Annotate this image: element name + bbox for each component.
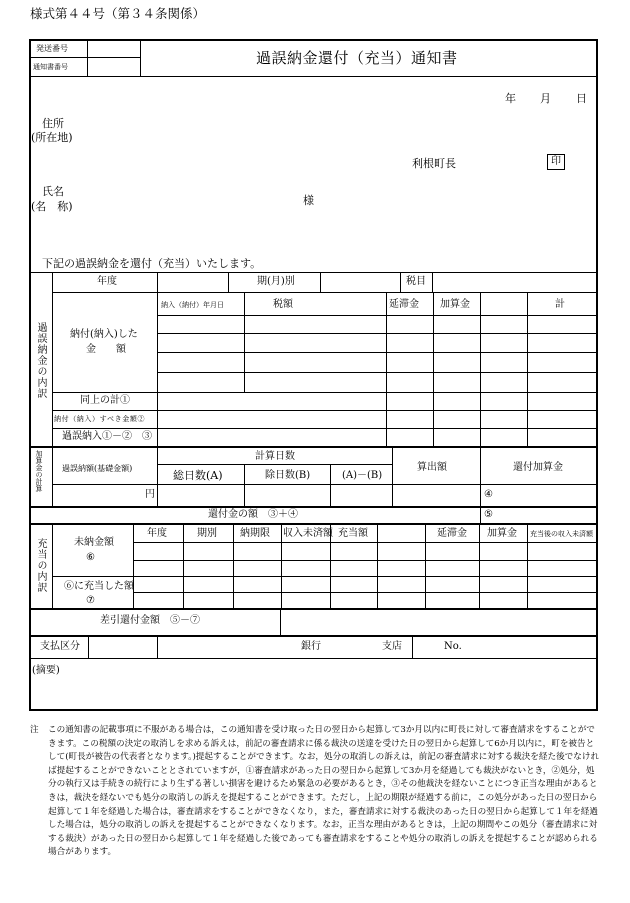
breakdown-side-label: 過誤納金の内訳 bbox=[35, 322, 46, 399]
divider bbox=[140, 40, 141, 76]
divider bbox=[157, 272, 158, 292]
account-no-label: No. bbox=[444, 641, 462, 652]
notice-number-label: 通知書番号 bbox=[33, 63, 68, 71]
bank-label: 銀行 bbox=[301, 641, 321, 652]
divider bbox=[183, 524, 184, 608]
send-number-label: 発送番号 bbox=[36, 44, 68, 53]
period-label: 期(月)別 bbox=[257, 276, 295, 287]
divider bbox=[30, 608, 597, 610]
base-amount-label: 過誤納額(基礎金額) bbox=[62, 464, 133, 473]
delinquency-label: 延滞金 bbox=[389, 299, 419, 310]
divider bbox=[52, 576, 597, 577]
divider bbox=[281, 524, 282, 608]
mayor-name: 利根町長 bbox=[412, 157, 456, 170]
divider bbox=[157, 636, 158, 658]
col-surcharge: 加算金 bbox=[487, 528, 517, 539]
form-number: 様式第４４号（第３４条関係） bbox=[30, 6, 206, 21]
payment-category-label: 支払区分 bbox=[40, 641, 80, 652]
intro-text: 下記の過誤納金を還付（充当）いたします。 bbox=[42, 257, 262, 270]
divider bbox=[133, 542, 597, 543]
year-label: 年度 bbox=[97, 276, 117, 287]
honorific: 様 bbox=[303, 194, 314, 207]
divider bbox=[320, 272, 321, 292]
mark-4: ④ bbox=[484, 489, 493, 500]
divider bbox=[157, 372, 597, 373]
total-days-label: 総日数(A) bbox=[173, 469, 223, 482]
divider bbox=[30, 506, 597, 508]
divider bbox=[30, 446, 597, 448]
payable-label: 納付（納入）すべき金額② bbox=[54, 415, 146, 423]
divider bbox=[392, 447, 393, 506]
col-unpaid-income: 収入未済額 bbox=[283, 528, 333, 539]
diff-days-label: (A)－(B) bbox=[342, 470, 383, 481]
surcharge-label: 加算金 bbox=[440, 299, 470, 310]
divider bbox=[30, 76, 597, 77]
excluded-days-label: 除日数(B) bbox=[265, 470, 311, 481]
divider bbox=[377, 524, 378, 608]
total-label: 計 bbox=[555, 299, 565, 310]
payment-date-label: 納入（納付）年月日 bbox=[161, 301, 224, 309]
divider bbox=[52, 447, 53, 506]
calc-days-label: 計算日数 bbox=[255, 451, 295, 462]
remarks-label: (摘要) bbox=[32, 665, 60, 676]
divider bbox=[157, 352, 597, 353]
mark-5: ⑤ bbox=[484, 509, 493, 520]
divider bbox=[432, 272, 433, 292]
net-refund-label: 差引還付金額 ⑤－⑦ bbox=[100, 615, 200, 626]
divider bbox=[412, 636, 413, 658]
tax-amount-label: 税額 bbox=[273, 299, 293, 310]
date-day: 日 bbox=[576, 92, 587, 105]
divider bbox=[244, 292, 245, 392]
refund-amount-label: 還付金の額 ③＋④ bbox=[208, 509, 298, 520]
col-deadline: 納期限 bbox=[240, 528, 270, 539]
branch-label: 支店 bbox=[382, 641, 402, 652]
notice-form bbox=[29, 39, 598, 711]
divider bbox=[479, 524, 480, 608]
computed-amount-label: 算出額 bbox=[417, 462, 447, 473]
footnote bbox=[30, 724, 600, 860]
date-month: 月 bbox=[540, 92, 551, 105]
divider bbox=[88, 636, 89, 658]
mark-6: ⑥ bbox=[86, 552, 95, 563]
divider bbox=[527, 524, 528, 608]
divider bbox=[52, 428, 597, 429]
divider bbox=[87, 40, 88, 76]
col-year: 年度 bbox=[147, 528, 167, 539]
seal-mark: 印 bbox=[547, 154, 565, 170]
col-period: 期別 bbox=[197, 528, 217, 539]
date-year: 年 bbox=[505, 92, 516, 105]
divider bbox=[52, 524, 53, 608]
divider bbox=[52, 392, 597, 393]
divider bbox=[30, 57, 140, 58]
appropriated-label: ⑥に充当した額 bbox=[64, 581, 134, 592]
divider bbox=[280, 609, 281, 635]
mark-7: ⑦ bbox=[86, 595, 95, 606]
address-label: 住所 bbox=[42, 117, 64, 130]
divider bbox=[228, 272, 229, 292]
divider bbox=[157, 315, 597, 316]
refund-addition-label: 還付加算金 bbox=[513, 462, 563, 473]
divider bbox=[157, 464, 392, 465]
col-after-appropriation: 充当後の収入未済額 bbox=[530, 530, 593, 538]
addition-side-label: 加算金の計算 bbox=[35, 450, 43, 492]
col-delinquency: 延滞金 bbox=[437, 528, 467, 539]
divider bbox=[30, 658, 597, 659]
tax-item-label: 税目 bbox=[406, 276, 426, 287]
name-label: 氏名 bbox=[42, 185, 64, 198]
col-appropriated: 充当額 bbox=[338, 528, 368, 539]
address-label-sub: (所在地) bbox=[31, 131, 73, 144]
divider bbox=[133, 524, 134, 608]
overpaid-label: 過誤納入①－② ③ bbox=[62, 431, 152, 442]
divider bbox=[480, 447, 481, 506]
divider bbox=[330, 464, 331, 506]
divider bbox=[233, 524, 234, 608]
divider bbox=[30, 272, 597, 273]
divider bbox=[157, 292, 158, 392]
divider bbox=[30, 635, 597, 637]
footnote-mark: 注 bbox=[30, 725, 39, 735]
divider bbox=[30, 523, 597, 525]
name-label-sub: (名 称) bbox=[31, 200, 73, 213]
divider bbox=[133, 560, 597, 561]
divider bbox=[52, 484, 597, 485]
divider bbox=[244, 464, 245, 506]
divider bbox=[157, 447, 158, 506]
divider bbox=[133, 592, 597, 593]
yen-unit: 円 bbox=[145, 489, 155, 500]
appropriation-side-label: 充当の内訳 bbox=[35, 538, 46, 593]
footnote-text: この通知書の記載事項に不服がある場合は，この通知書を受け取った日の翌日から起算して3か月以内に町長に対して審査請求をすることができます。この税額の決定の取消しを求める訴えは，前記の審査請求に係る裁決の送達を受けた日の翌日から起算して6か月以内に，町を被告として(町長が被告の代表者となります。)提起することができます。なお，処分の取消しの訴えは，前記の審査請求に対する裁決を経た後でなければ提起することができないこととされていますが，①審査請求があった日の翌日から起算して3か月を経過しても裁決がないとき，②処分，処分の執行又は手続きの続行により生ずる著しい損害を避けるため緊急の必要があるとき，③その他裁決を経ないことにつき正当な理由があるときは，裁決を経ないでも処分の取消しの訴えを提起することができます。ただし，上記の期限が経過する前に，この処分があった日の翌日から起算して１年を経過した場合は，審査請求をすることができなくなり，また，審査請求に対する裁決のあった日の翌日から起算して１年を経過した場合は，処分の取消しの訴えを提起することができなくなります。なお，正当な理由があるときは，上記の期間やこの処分（審査請求に対する裁決）があった日の翌日から起算して１年を経過した後であっても審査請求をすることや処分の取消しの訴えを提起することが認められる場合があります。 bbox=[48, 725, 600, 858]
document-title: 過誤納金還付（充当）通知書 bbox=[256, 49, 458, 67]
divider bbox=[480, 507, 481, 523]
divider bbox=[425, 524, 426, 608]
divider bbox=[157, 333, 597, 334]
unpaid-amount-label: 未納金額 bbox=[74, 537, 114, 548]
divider bbox=[400, 272, 401, 292]
paid-amount-label: 納付(納入)した bbox=[70, 329, 138, 340]
divider bbox=[52, 410, 597, 411]
divider bbox=[52, 272, 53, 446]
divider bbox=[157, 392, 158, 446]
subtotal-label: 同上の計① bbox=[80, 395, 130, 406]
divider bbox=[52, 292, 597, 293]
paid-amount-label-sub: 金 額 bbox=[86, 344, 126, 355]
